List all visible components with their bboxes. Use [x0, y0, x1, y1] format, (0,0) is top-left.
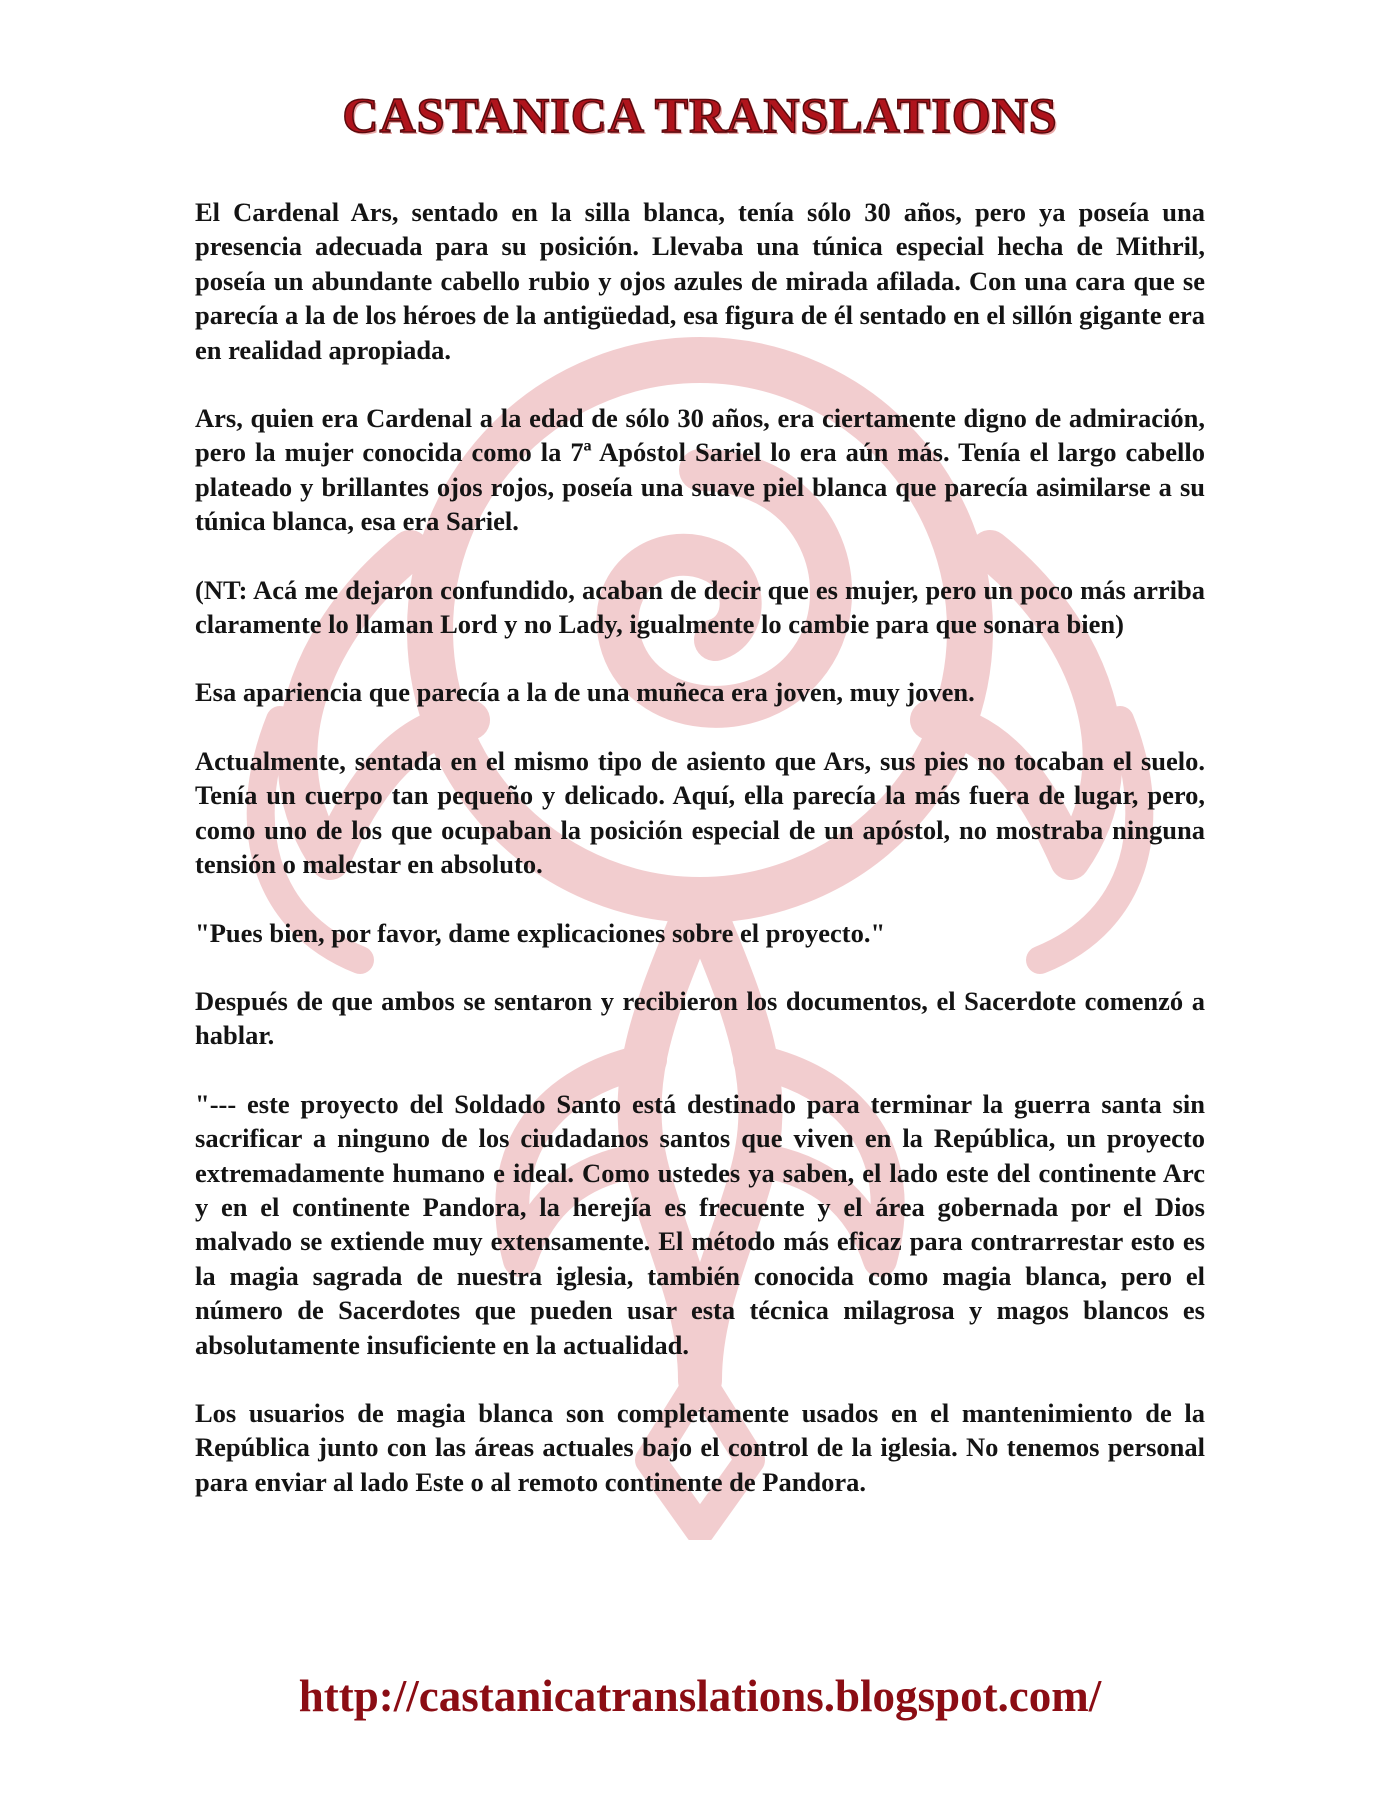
- paragraph: Ars, quien era Cardenal a la edad de sólo 30 años, era ciertamente digno de admiración, pero la mujer conocida como la 7ª Apóstol Sariel lo era aún más. Tenía el largo cabello plateado y brillantes ojos rojos, poseía una suave piel blanca que parecía asimilarse a su túnica blanca, esa era Sariel.: [195, 403, 1205, 537]
- footer-url-link[interactable]: http://castanicatranslations.blogspot.com/: [298, 1671, 1102, 1721]
- body-text: [195, 195, 1205, 1533]
- paragraph: Actualmente, sentada en el mismo tipo de asiento que Ars, sus pies no tocaban el suelo. Tenía un cuerpo tan pequeño y delicado. Aquí, ella parecía la más fuera de lugar, pero, como uno de los que ocupaban la posición especial de un apóstol, no mostraba ninguna tensión o malestar en absoluto.: [195, 745, 1205, 880]
- paragraph: "Pues bien, por favor, dame explicaciones sobre el proyecto.": [195, 917, 886, 948]
- paragraph: El Cardenal Ars, sentado en la silla blanca, tenía sólo 30 años, pero ya poseía una presencia adecuada para su posición. Llevaba una túnica especial hecha de Mithril, poseía un abundante cabello rubio y ojos azules de mirada afilada. Con una cara que se parecía a la de los héroes de la antigüedad, esa figura de él sentado en el sillón gigante era en realidad apropiada.: [195, 197, 1205, 365]
- paragraph: Los usuarios de magia blanca son completamente usados en el mantenimiento de la República junto con las áreas actuales bajo el control de la iglesia. No tenemos personal para enviar al lado Este o al remoto continente de Pandora.: [195, 1397, 1205, 1497]
- paragraph: "--- este proyecto del Soldado Santo está destinado para terminar la guerra santa sin sacrificar a ninguno de los ciudadanos santos que viven en la República, un proyecto extremadamente humano e ideal. Como ustedes ya saben, el lado este del continente Arc y en el continente Pandora, la herejía es frecuente y el área gobernada por el Dios malvado se extiende muy extensamente. El método más eficaz para contrarrestar esto es la magia sagrada de nuestra iglesia, también conocida como magia blanca, pero el número de Sacerdotes que pueden usar esta técnica milagrosa y magos blancos es absolutamente insuficiente en la actualidad.: [195, 1088, 1205, 1360]
- site-title: CASTANICA TRANSLATIONS: [342, 87, 1058, 143]
- paragraph: Después de que ambos se sentaron y recibieron los documentos, el Sacerdote comenzó a hablar.: [195, 985, 1205, 1051]
- paragraph: Esa apariencia que parecía a la de una muñeca era joven, muy joven.: [195, 677, 975, 708]
- paragraph: (NT: Acá me dejaron confundido, acaban de decir que es mujer, pero un poco más arriba claramente lo llaman Lord y no Lady, igualmente lo cambie para que sonara bien): [195, 574, 1205, 640]
